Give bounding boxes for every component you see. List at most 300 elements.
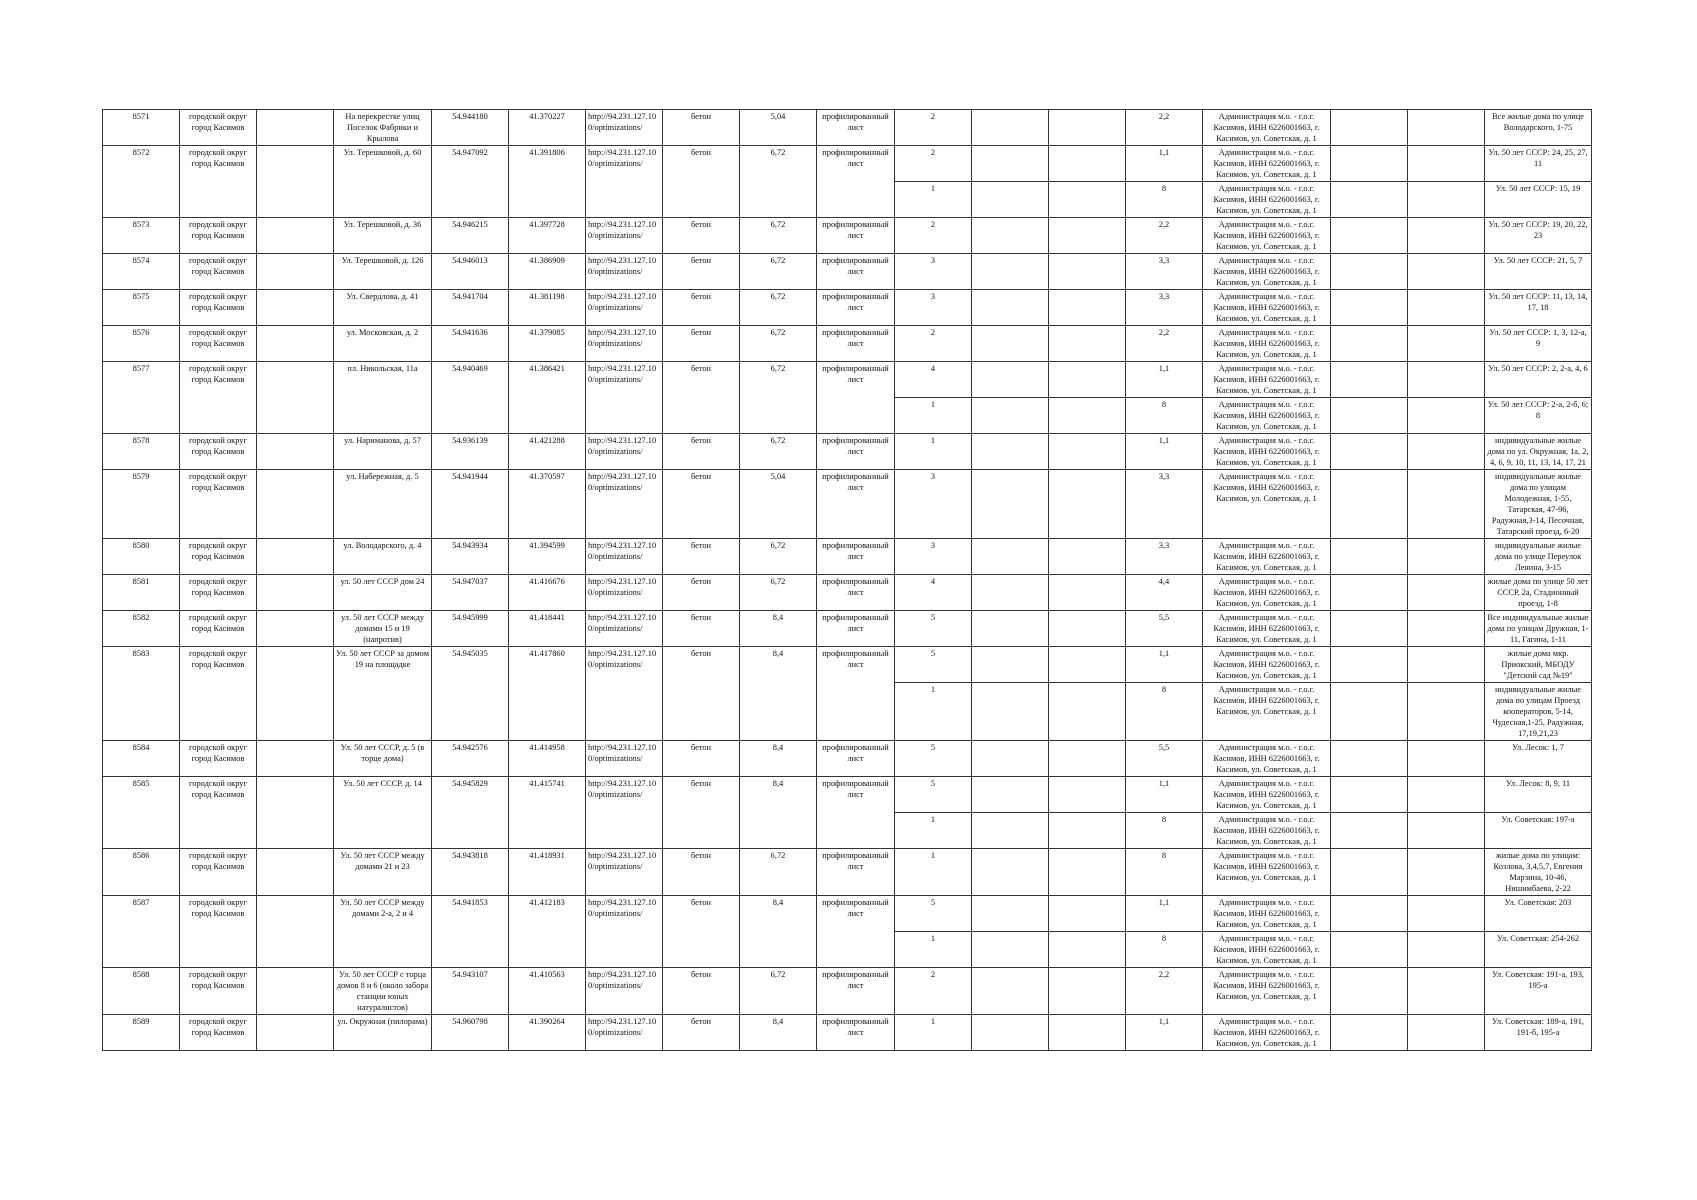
latitude-cell: 54.936139 <box>432 434 509 470</box>
site-id-cell: 8575 <box>103 290 180 326</box>
container-count-cell: 3 <box>895 254 972 290</box>
empty-cell <box>1331 218 1408 254</box>
area-cell: 8,4 <box>740 1015 817 1051</box>
container-volume-cell: 8 <box>1126 683 1203 741</box>
waste-sources-cell: Ул. Советская: 254-262 <box>1485 932 1592 968</box>
container-volume-cell: 5,5 <box>1126 611 1203 647</box>
container-count-cell: 1 <box>895 932 972 968</box>
waste-sources-cell: Ул. Советская: 189-а, 191, 191-б, 195-а <box>1485 1015 1592 1051</box>
empty-cell <box>1049 146 1126 182</box>
container-count-cell: 5 <box>895 777 972 813</box>
address-cell: ул. 50 лет СССР дом 24 <box>334 575 432 611</box>
empty-cell <box>257 741 334 777</box>
fence-cell: профилированный лист <box>817 849 895 896</box>
address-cell: ул. 50 лет СССР между домами 15 и 19 (напротив) <box>334 611 432 647</box>
container-volume-cell: 8 <box>1126 813 1203 849</box>
container-count-cell: 1 <box>895 182 972 218</box>
empty-cell <box>1049 182 1126 218</box>
empty-cell <box>1408 539 1485 575</box>
empty-cell <box>972 218 1049 254</box>
surface-cell: бетон <box>663 611 740 647</box>
address-cell: Ул. Терешковой, д. 36 <box>334 218 432 254</box>
latitude-cell: 54.945829 <box>432 777 509 849</box>
longitude-cell: 41.394599 <box>509 539 586 575</box>
container-volume-cell: 1,1 <box>1126 1015 1203 1051</box>
empty-cell <box>1049 575 1126 611</box>
owner-cell: Администрация м.о. - г.о.г. Касимов, ИНН 6226001663, г. Касимов, ул. Советская, д. 1 <box>1203 110 1331 146</box>
waste-sources-cell: Ул. 50 лет СССР: 11, 13, 14, 17, 18 <box>1485 290 1592 326</box>
site-id-cell: 8578 <box>103 434 180 470</box>
empty-cell <box>1331 362 1408 398</box>
fence-cell: профилированный лист <box>817 470 895 539</box>
area-cell: 6,72 <box>740 290 817 326</box>
empty-cell <box>1331 110 1408 146</box>
empty-cell <box>1408 813 1485 849</box>
container-volume-cell: 5,5 <box>1126 741 1203 777</box>
empty-cell <box>1408 362 1485 398</box>
site-id-cell: 8583 <box>103 647 180 741</box>
container-count-cell: 1 <box>895 434 972 470</box>
empty-cell <box>1049 1015 1126 1051</box>
latitude-cell: 54.941944 <box>432 470 509 539</box>
municipality-cell: городской округ город Касимов <box>180 968 257 1015</box>
table-row <box>103 777 1592 813</box>
url-cell: http://94.231.127.100/optimizations/ <box>586 110 663 146</box>
area-cell: 6,72 <box>740 362 817 434</box>
container-volume-cell: 8 <box>1126 398 1203 434</box>
latitude-cell: 54.943818 <box>432 849 509 896</box>
container-volume-cell: 3,3 <box>1126 539 1203 575</box>
empty-cell <box>1331 932 1408 968</box>
fence-cell: профилированный лист <box>817 110 895 146</box>
url-cell: http://94.231.127.100/optimizations/ <box>586 434 663 470</box>
latitude-cell: 54.946013 <box>432 254 509 290</box>
empty-cell <box>1408 182 1485 218</box>
container-volume-cell: 8 <box>1126 932 1203 968</box>
table-row <box>103 968 1592 1015</box>
empty-cell <box>257 362 334 434</box>
table-row <box>103 896 1592 932</box>
address-cell: пл. Никольская, 11а <box>334 362 432 434</box>
longitude-cell: 41.386421 <box>509 362 586 434</box>
fence-cell: профилированный лист <box>817 647 895 741</box>
empty-cell <box>1408 968 1485 1015</box>
container-count-cell: 3 <box>895 539 972 575</box>
empty-cell <box>972 611 1049 647</box>
surface-cell: бетон <box>663 849 740 896</box>
container-count-cell: 2 <box>895 968 972 1015</box>
longitude-cell: 41.370597 <box>509 470 586 539</box>
empty-cell <box>1408 683 1485 741</box>
address-cell: Ул. 50 лет СССР, д. 14 <box>334 777 432 849</box>
container-volume-cell: 4,4 <box>1126 575 1203 611</box>
empty-cell <box>1331 254 1408 290</box>
area-cell: 5,04 <box>740 110 817 146</box>
area-cell: 6,72 <box>740 575 817 611</box>
municipality-cell: городской округ город Касимов <box>180 741 257 777</box>
owner-cell: Администрация м.о. - г.о.г. Касимов, ИНН 6226001663, г. Касимов, ул. Советская, д. 1 <box>1203 849 1331 896</box>
empty-cell <box>257 968 334 1015</box>
owner-cell: Администрация м.о. - г.о.г. Касимов, ИНН 6226001663, г. Касимов, ул. Советская, д. 1 <box>1203 741 1331 777</box>
waste-sources-cell: Ул. Советская: 203 <box>1485 896 1592 932</box>
municipality-cell: городской округ город Касимов <box>180 434 257 470</box>
empty-cell <box>1049 218 1126 254</box>
empty-cell <box>1049 362 1126 398</box>
address-cell: Ул. 50 лет СССР, д. 5 (в торце дома) <box>334 741 432 777</box>
url-cell: http://94.231.127.100/optimizations/ <box>586 647 663 741</box>
empty-cell <box>972 932 1049 968</box>
table-row <box>103 849 1592 896</box>
url-cell: http://94.231.127.100/optimizations/ <box>586 741 663 777</box>
owner-cell: Администрация м.о. - г.о.г. Касимов, ИНН 6226001663, г. Касимов, ул. Советская, д. 1 <box>1203 777 1331 813</box>
url-cell: http://94.231.127.100/optimizations/ <box>586 470 663 539</box>
empty-cell <box>1331 182 1408 218</box>
longitude-cell: 41.418931 <box>509 849 586 896</box>
url-cell: http://94.231.127.100/optimizations/ <box>586 968 663 1015</box>
empty-cell <box>1408 470 1485 539</box>
area-cell: 8,4 <box>740 611 817 647</box>
empty-cell <box>1331 647 1408 683</box>
empty-cell <box>257 611 334 647</box>
table-row <box>103 110 1592 146</box>
waste-sources-cell: Ул. 50 лет СССР: 24, 25, 27, 11 <box>1485 146 1592 182</box>
container-count-cell: 1 <box>895 813 972 849</box>
waste-sources-cell: Ул. 50 лет СССР: 2, 2-а, 4, 6 <box>1485 362 1592 398</box>
empty-cell <box>1331 434 1408 470</box>
url-cell: http://94.231.127.100/optimizations/ <box>586 849 663 896</box>
municipality-cell: городской округ город Касимов <box>180 1015 257 1051</box>
owner-cell: Администрация м.о. - г.о.г. Касимов, ИНН 6226001663, г. Касимов, ул. Советская, д. 1 <box>1203 1015 1331 1051</box>
site-id-cell: 8589 <box>103 1015 180 1051</box>
waste-sources-cell: Ул. 50 лет СССР: 15, 19 <box>1485 182 1592 218</box>
surface-cell: бетон <box>663 362 740 434</box>
table-row <box>103 254 1592 290</box>
url-cell: http://94.231.127.100/optimizations/ <box>586 896 663 968</box>
municipality-cell: городской округ город Касимов <box>180 849 257 896</box>
latitude-cell: 54.945999 <box>432 611 509 647</box>
owner-cell: Администрация м.о. - г.о.г. Касимов, ИНН 6226001663, г. Касимов, ул. Советская, д. 1 <box>1203 290 1331 326</box>
owner-cell: Администрация м.о. - г.о.г. Касимов, ИНН 6226001663, г. Касимов, ул. Советская, д. 1 <box>1203 434 1331 470</box>
empty-cell <box>1049 777 1126 813</box>
latitude-cell: 54.947092 <box>432 146 509 218</box>
waste-sources-cell: индивидуальные жилые дома по улице Переулок Ленина, 3-15 <box>1485 539 1592 575</box>
empty-cell <box>1408 1015 1485 1051</box>
empty-cell <box>1049 110 1126 146</box>
surface-cell: бетон <box>663 741 740 777</box>
empty-cell <box>1331 777 1408 813</box>
fence-cell: профилированный лист <box>817 434 895 470</box>
empty-cell <box>257 539 334 575</box>
surface-cell: бетон <box>663 218 740 254</box>
empty-cell <box>1049 813 1126 849</box>
table-row <box>103 470 1592 539</box>
latitude-cell: 54.941704 <box>432 290 509 326</box>
surface-cell: бетон <box>663 1015 740 1051</box>
container-count-cell: 4 <box>895 362 972 398</box>
container-volume-cell: 3,3 <box>1126 470 1203 539</box>
address-cell: ул. Окружная (пилорама) <box>334 1015 432 1051</box>
empty-cell <box>1049 398 1126 434</box>
longitude-cell: 41.421288 <box>509 434 586 470</box>
site-id-cell: 8576 <box>103 326 180 362</box>
empty-cell <box>1331 683 1408 741</box>
empty-cell <box>1331 326 1408 362</box>
empty-cell <box>1049 932 1126 968</box>
container-volume-cell: 2,2 <box>1126 326 1203 362</box>
url-cell: http://94.231.127.100/optimizations/ <box>586 539 663 575</box>
empty-cell <box>972 290 1049 326</box>
empty-cell <box>257 146 334 218</box>
container-count-cell: 5 <box>895 611 972 647</box>
empty-cell <box>1049 470 1126 539</box>
waste-sources-cell: Ул. Советская: 191-а, 193, 195-а <box>1485 968 1592 1015</box>
municipality-cell: городской округ город Касимов <box>180 254 257 290</box>
empty-cell <box>257 110 334 146</box>
empty-cell <box>1408 254 1485 290</box>
url-cell: http://94.231.127.100/optimizations/ <box>586 254 663 290</box>
empty-cell <box>1331 849 1408 896</box>
surface-cell: бетон <box>663 290 740 326</box>
table-row <box>103 575 1592 611</box>
url-cell: http://94.231.127.100/optimizations/ <box>586 290 663 326</box>
empty-cell <box>257 290 334 326</box>
municipality-cell: городской округ город Касимов <box>180 218 257 254</box>
surface-cell: бетон <box>663 968 740 1015</box>
area-cell: 6,72 <box>740 146 817 218</box>
empty-cell <box>1331 813 1408 849</box>
container-volume-cell: 1,1 <box>1126 896 1203 932</box>
empty-cell <box>1049 968 1126 1015</box>
empty-cell <box>1408 434 1485 470</box>
longitude-cell: 41.397728 <box>509 218 586 254</box>
owner-cell: Администрация м.о. - г.о.г. Касимов, ИНН 6226001663, г. Касимов, ул. Советская, д. 1 <box>1203 575 1331 611</box>
longitude-cell: 41.381198 <box>509 290 586 326</box>
table-row <box>103 1015 1592 1051</box>
longitude-cell: 41.416676 <box>509 575 586 611</box>
empty-cell <box>1049 254 1126 290</box>
surface-cell: бетон <box>663 110 740 146</box>
url-cell: http://94.231.127.100/optimizations/ <box>586 218 663 254</box>
municipality-cell: городской округ город Касимов <box>180 290 257 326</box>
empty-cell <box>257 254 334 290</box>
longitude-cell: 41.417860 <box>509 647 586 741</box>
empty-cell <box>972 182 1049 218</box>
container-count-cell: 3 <box>895 290 972 326</box>
area-cell: 8,4 <box>740 896 817 968</box>
waste-sources-cell: жилые дома по улице 50 лет СССР, 2а, Стадионный проезд, 1-8 <box>1485 575 1592 611</box>
fence-cell: профилированный лист <box>817 1015 895 1051</box>
fence-cell: профилированный лист <box>817 741 895 777</box>
owner-cell: Администрация м.о. - г.о.г. Касимов, ИНН 6226001663, г. Касимов, ул. Советская, д. 1 <box>1203 683 1331 741</box>
longitude-cell: 41.414958 <box>509 741 586 777</box>
site-id-cell: 8587 <box>103 896 180 968</box>
owner-cell: Администрация м.о. - г.о.г. Касимов, ИНН 6226001663, г. Касимов, ул. Советская, д. 1 <box>1203 182 1331 218</box>
url-cell: http://94.231.127.100/optimizations/ <box>586 1015 663 1051</box>
table-row <box>103 290 1592 326</box>
owner-cell: Администрация м.о. - г.о.г. Касимов, ИНН 6226001663, г. Касимов, ул. Советская, д. 1 <box>1203 813 1331 849</box>
address-cell: Ул. Терешковой, д. 60 <box>334 146 432 218</box>
empty-cell <box>972 362 1049 398</box>
container-count-cell: 5 <box>895 896 972 932</box>
container-volume-cell: 1,1 <box>1126 777 1203 813</box>
container-count-cell: 1 <box>895 683 972 741</box>
table-row <box>103 647 1592 683</box>
site-id-cell: 8574 <box>103 254 180 290</box>
waste-sources-cell: Ул. 50 лет СССР: 21, 5, 7 <box>1485 254 1592 290</box>
owner-cell: Администрация м.о. - г.о.г. Касимов, ИНН 6226001663, г. Касимов, ул. Советская, д. 1 <box>1203 326 1331 362</box>
waste-sources-cell: жилые дома по улицам: Козлова, 3,4,5,7, Евгения Марзина, 10-46, Нишимбаева, 2-22 <box>1485 849 1592 896</box>
municipality-cell: городской округ город Касимов <box>180 326 257 362</box>
surface-cell: бетон <box>663 539 740 575</box>
municipality-cell: городской округ город Касимов <box>180 611 257 647</box>
surface-cell: бетон <box>663 254 740 290</box>
longitude-cell: 41.386909 <box>509 254 586 290</box>
container-volume-cell: 8 <box>1126 182 1203 218</box>
container-count-cell: 2 <box>895 110 972 146</box>
empty-cell <box>1331 146 1408 182</box>
empty-cell <box>1331 611 1408 647</box>
empty-cell <box>257 434 334 470</box>
empty-cell <box>1331 896 1408 932</box>
waste-sources-cell: Все индивидуальные жилые дома по улицам Дружная, 1-11, Гагина, 1-11 <box>1485 611 1592 647</box>
table-row <box>103 434 1592 470</box>
empty-cell <box>1049 849 1126 896</box>
waste-sources-cell: индивидуальные жилые дома по улицам Молодежная, 1-55, Татарская, 47-96, Радужная,3-14, Песочная, Татарский проезд, 6-20 <box>1485 470 1592 539</box>
longitude-cell: 41.410563 <box>509 968 586 1015</box>
area-cell: 6,72 <box>740 326 817 362</box>
site-id-cell: 8577 <box>103 362 180 434</box>
container-volume-cell: 3,3 <box>1126 254 1203 290</box>
container-volume-cell: 2,2 <box>1126 110 1203 146</box>
empty-cell <box>972 539 1049 575</box>
container-volume-cell: 1,1 <box>1126 146 1203 182</box>
empty-cell <box>1408 398 1485 434</box>
fence-cell: профилированный лист <box>817 290 895 326</box>
empty-cell <box>1049 326 1126 362</box>
address-cell: На перекрестке улиц Поселок Фабрики и Крылова <box>334 110 432 146</box>
address-cell: Ул. 50 лет СССР между домами 2-а, 2 и 4 <box>334 896 432 968</box>
empty-cell <box>972 326 1049 362</box>
latitude-cell: 54.947037 <box>432 575 509 611</box>
waste-sources-cell: индивидуальные жилые дома по ул. Окружная, 1а, 2, 4, 6, 9, 10, 11, 13, 14, 17, 21 <box>1485 434 1592 470</box>
empty-cell <box>257 777 334 849</box>
empty-cell <box>972 110 1049 146</box>
municipality-cell: городской округ город Касимов <box>180 777 257 849</box>
empty-cell <box>972 398 1049 434</box>
empty-cell <box>1408 647 1485 683</box>
waste-sources-cell: Ул. Лесок: 1, 7 <box>1485 741 1592 777</box>
fence-cell: профилированный лист <box>817 254 895 290</box>
longitude-cell: 41.390264 <box>509 1015 586 1051</box>
waste-site-registry-table <box>102 109 1592 1051</box>
container-count-cell: 2 <box>895 218 972 254</box>
empty-cell <box>1049 611 1126 647</box>
empty-cell <box>257 575 334 611</box>
empty-cell <box>257 849 334 896</box>
longitude-cell: 41.379085 <box>509 326 586 362</box>
owner-cell: Администрация м.о. - г.о.г. Касимов, ИНН 6226001663, г. Касимов, ул. Советская, д. 1 <box>1203 539 1331 575</box>
empty-cell <box>972 647 1049 683</box>
container-volume-cell: 1,1 <box>1126 434 1203 470</box>
municipality-cell: городской округ город Касимов <box>180 110 257 146</box>
container-count-cell: 5 <box>895 647 972 683</box>
area-cell: 6,72 <box>740 218 817 254</box>
area-cell: 8,4 <box>740 647 817 741</box>
municipality-cell: городской округ город Касимов <box>180 647 257 741</box>
fence-cell: профилированный лист <box>817 146 895 218</box>
surface-cell: бетон <box>663 896 740 968</box>
site-id-cell: 8581 <box>103 575 180 611</box>
surface-cell: бетон <box>663 777 740 849</box>
table-row <box>103 326 1592 362</box>
empty-cell <box>972 254 1049 290</box>
site-id-cell: 8580 <box>103 539 180 575</box>
table-row <box>103 218 1592 254</box>
site-id-cell: 8584 <box>103 741 180 777</box>
container-volume-cell: 2,2 <box>1126 218 1203 254</box>
site-id-cell: 8573 <box>103 218 180 254</box>
empty-cell <box>1049 539 1126 575</box>
table-row <box>103 741 1592 777</box>
owner-cell: Администрация м.о. - г.о.г. Касимов, ИНН 6226001663, г. Касимов, ул. Советская, д. 1 <box>1203 398 1331 434</box>
url-cell: http://94.231.127.100/optimizations/ <box>586 777 663 849</box>
area-cell: 8,4 <box>740 777 817 849</box>
address-cell: Ул. Терешковой, д. 126 <box>334 254 432 290</box>
empty-cell <box>972 849 1049 896</box>
surface-cell: бетон <box>663 326 740 362</box>
latitude-cell: 54.946215 <box>432 218 509 254</box>
empty-cell <box>1408 777 1485 813</box>
empty-cell <box>972 575 1049 611</box>
fence-cell: профилированный лист <box>817 777 895 849</box>
waste-sources-cell: жилые дома мкр. Приокский, МБОДУ "Детский сад №19" <box>1485 647 1592 683</box>
empty-cell <box>257 896 334 968</box>
municipality-cell: городской округ город Касимов <box>180 362 257 434</box>
url-cell: http://94.231.127.100/optimizations/ <box>586 611 663 647</box>
waste-sources-cell: Все жилые дома по улице Володарского, 1-75 <box>1485 110 1592 146</box>
empty-cell <box>1331 741 1408 777</box>
address-cell: ул. Володарского, д. 4 <box>334 539 432 575</box>
empty-cell <box>1049 647 1126 683</box>
empty-cell <box>1408 575 1485 611</box>
empty-cell <box>1408 290 1485 326</box>
latitude-cell: 54.945035 <box>432 647 509 741</box>
area-cell: 8,4 <box>740 741 817 777</box>
fence-cell: профилированный лист <box>817 326 895 362</box>
empty-cell <box>972 146 1049 182</box>
empty-cell <box>1408 218 1485 254</box>
owner-cell: Администрация м.о. - г.о.г. Касимов, ИНН 6226001663, г. Касимов, ул. Советская, д. 1 <box>1203 647 1331 683</box>
address-cell: ул. Московская, д. 2 <box>334 326 432 362</box>
surface-cell: бетон <box>663 434 740 470</box>
fence-cell: профилированный лист <box>817 575 895 611</box>
container-count-cell: 4 <box>895 575 972 611</box>
municipality-cell: городской округ город Касимов <box>180 146 257 218</box>
fence-cell: профилированный лист <box>817 362 895 434</box>
owner-cell: Администрация м.о. - г.о.г. Касимов, ИНН 6226001663, г. Касимов, ул. Советская, д. 1 <box>1203 470 1331 539</box>
address-cell: Ул. 50 лет СССР между домами 21 и 23 <box>334 849 432 896</box>
owner-cell: Администрация м.о. - г.о.г. Касимов, ИНН 6226001663, г. Касимов, ул. Советская, д. 1 <box>1203 968 1331 1015</box>
longitude-cell: 41.391806 <box>509 146 586 218</box>
empty-cell <box>1408 146 1485 182</box>
empty-cell <box>972 741 1049 777</box>
fence-cell: профилированный лист <box>817 968 895 1015</box>
empty-cell <box>1408 326 1485 362</box>
site-id-cell: 8572 <box>103 146 180 218</box>
fence-cell: профилированный лист <box>817 611 895 647</box>
url-cell: http://94.231.127.100/optimizations/ <box>586 146 663 218</box>
empty-cell <box>1331 398 1408 434</box>
